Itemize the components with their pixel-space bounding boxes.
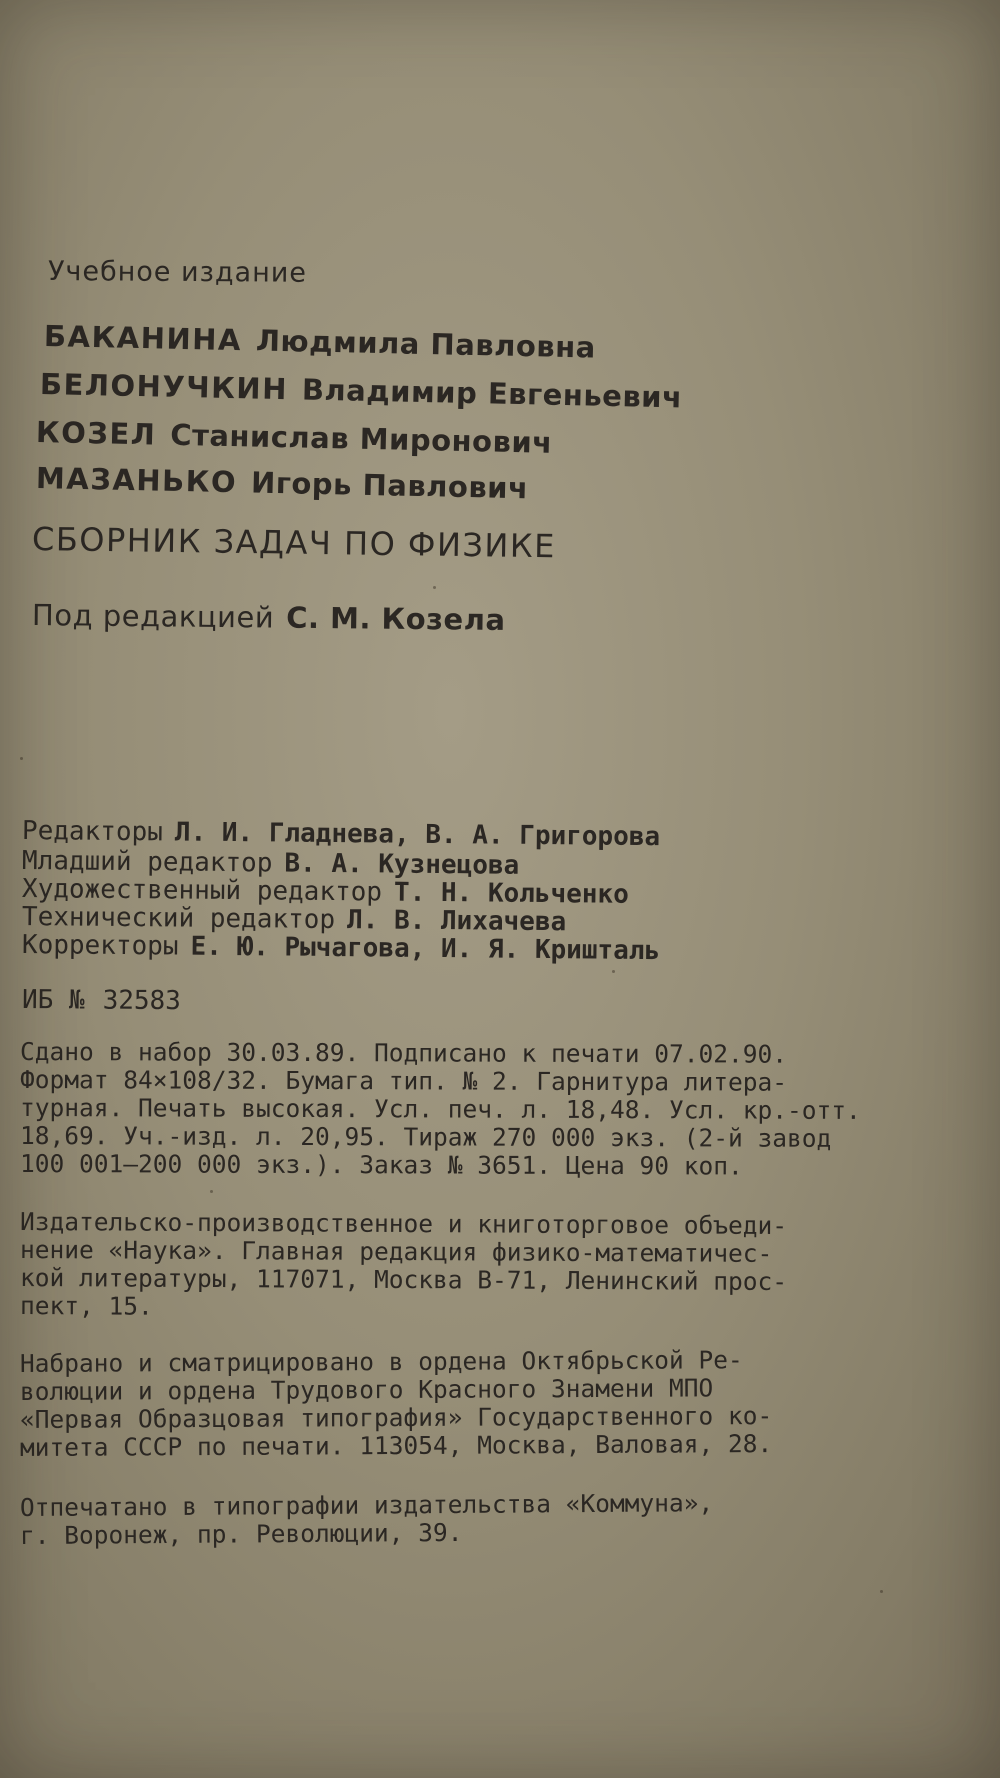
typesetting-line: митета СССР по печати. 113054, Москва, Валовая, 28. <box>19 1429 773 1462</box>
author-given-name: Станислав Миронович <box>169 417 553 460</box>
author-line <box>39 367 683 415</box>
credit-names: Т. Н. Кольченко <box>393 877 629 910</box>
editor-name: С. М. Козела <box>286 600 506 637</box>
book-title: СБОРНИК ЗАДАЧ ПО ФИЗИКЕ <box>31 520 557 566</box>
printing-line: Отпечатано в типографии издательства «Коммуна», <box>19 1488 714 1522</box>
credit-names: В. А. Кузнецова <box>284 848 520 881</box>
author-surname: БАКАНИНА <box>43 319 243 358</box>
print-details-line: турная. Печать высокая. Усл. печ. л. 18,48. Усл. кр.-отт. <box>19 1093 861 1125</box>
author-given-name: Владимир Евгеньевич <box>301 372 683 415</box>
author-given-name: Людмила Павловна <box>255 323 597 365</box>
credit-line <box>21 816 661 853</box>
credit-role: Редакторы <box>21 816 164 848</box>
print-details-line: Сдано в набор 30.03.89. Подписано к печати 07.02.90. <box>19 1037 788 1069</box>
publisher-line: нение «Наука». Главная редакция физико-математичес- <box>19 1235 773 1268</box>
publisher-line: Издательско-производственное и книготорговое объеди- <box>19 1207 788 1241</box>
ib-label: ИБ № <box>21 985 85 1016</box>
print-details-line: 100 001—200 000 экз.). Заказ № 3651. Цена 90 коп. <box>19 1149 743 1181</box>
paper-speck <box>433 586 436 589</box>
typesetting-line: волюции и ордена Трудового Красного Знамени МПО <box>19 1373 714 1406</box>
typesetting-line: «Первая Образцовая типография» Государственного ко- <box>19 1401 773 1434</box>
ib-number-line <box>21 985 182 1017</box>
ib-number: 32583 <box>102 985 182 1017</box>
credit-names: Е. Ю. Рычагова, И. Я. Кришталь <box>190 931 661 967</box>
credit-line <box>21 930 661 967</box>
publisher-line: пект, 15. <box>19 1291 153 1321</box>
paper-speck <box>612 970 615 973</box>
print-details-line: Формат 84×108/32. Бумага тип. № 2. Гарнитура литера- <box>19 1065 788 1097</box>
credit-role: Художественный редактор <box>21 874 383 908</box>
typesetting-line: Набрано и сматрицировано в ордена Октябрьской Ре- <box>19 1345 743 1378</box>
credit-role: Корректоры <box>21 930 179 962</box>
editor-prefix: Под редакцией <box>31 598 275 635</box>
credit-role: Младший редактор <box>21 846 273 879</box>
author-line <box>43 319 597 365</box>
editor-line <box>31 598 506 637</box>
credit-names: Л. И. Гладнева, В. А. Григорова <box>174 817 661 853</box>
credit-names: Л. В. Лихачева <box>346 905 567 938</box>
publisher-line: кой литературы, 117071, Москва В-71, Ленинский прос- <box>19 1263 788 1297</box>
print-details-line: 18,69. Уч.-изд. л. 20,95. Тираж 270 000 экз. (2-й завод <box>19 1121 832 1153</box>
author-surname: КОЗЕЛ <box>35 415 157 452</box>
author-given-name: Игорь Павлович <box>250 465 529 506</box>
credit-role: Технический редактор <box>21 902 336 936</box>
author-surname: БЕЛОНУЧКИН <box>39 367 289 407</box>
paper-speck <box>880 1590 883 1593</box>
paper-speck <box>20 757 23 760</box>
printing-line: г. Воронеж, пр. Революции, 39. <box>19 1517 463 1550</box>
edition-type: Учебное издание <box>47 256 308 289</box>
paper-speck <box>210 1190 213 1193</box>
author-surname: МАЗАНЬКО <box>35 461 238 500</box>
author-line <box>35 415 553 460</box>
author-line <box>35 461 529 506</box>
